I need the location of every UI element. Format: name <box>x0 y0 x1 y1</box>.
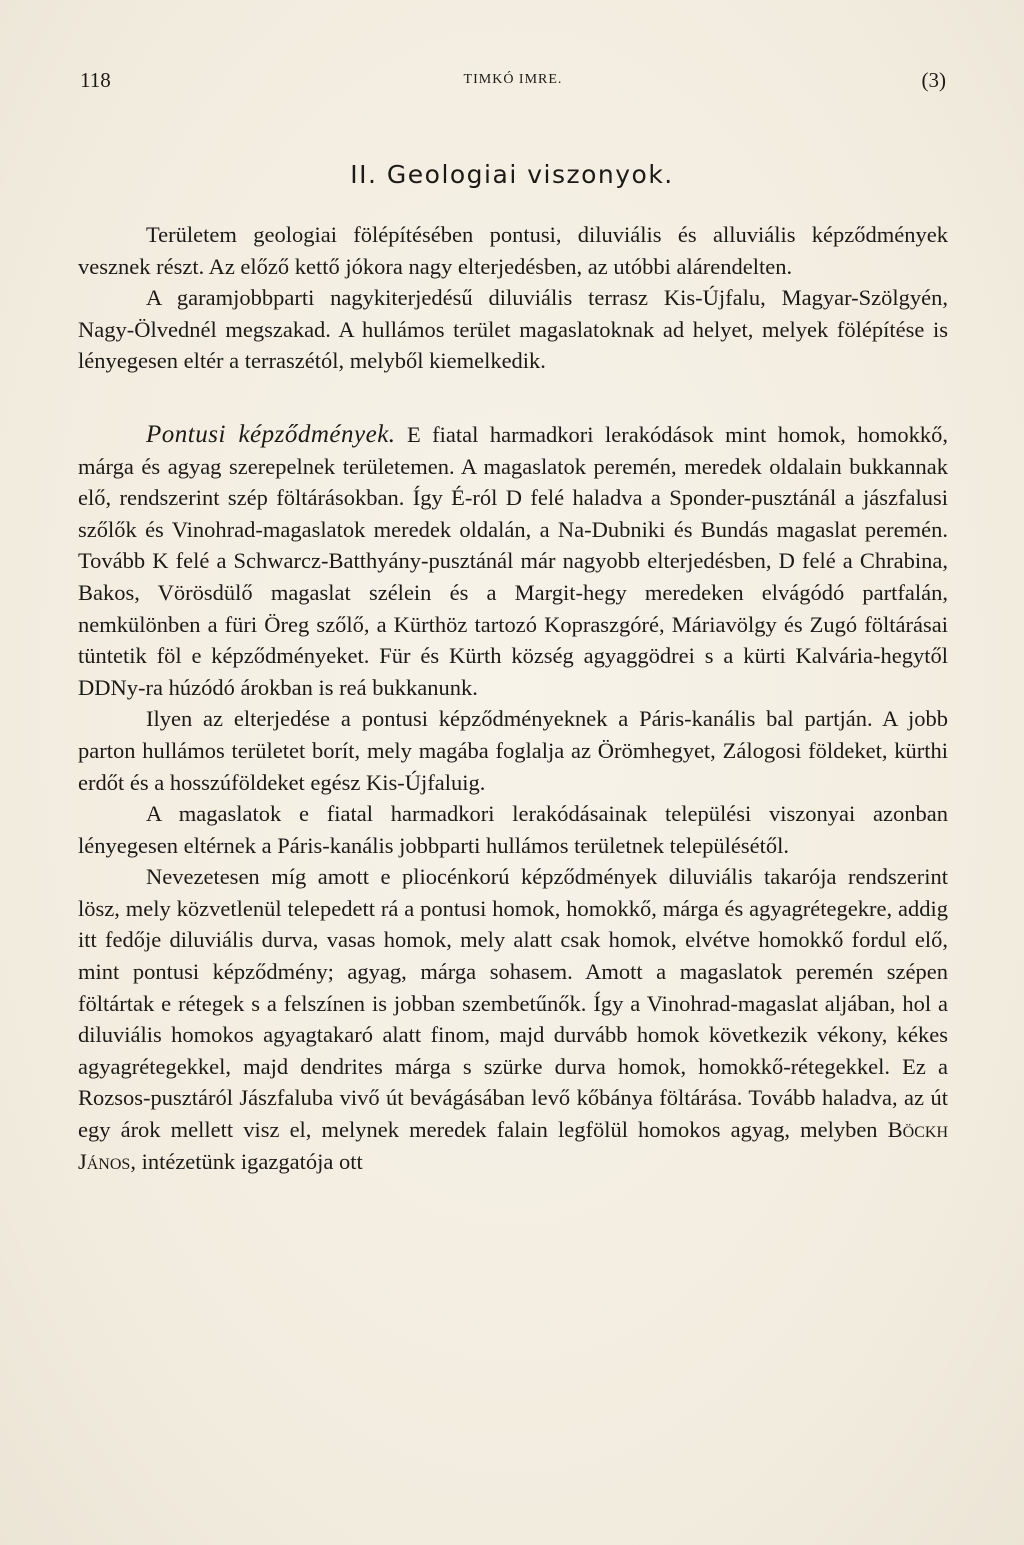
person-name: Böckh János <box>78 1117 948 1174</box>
section-title: II. Geologiai viszonyok. <box>350 160 674 189</box>
page-header <box>80 68 946 98</box>
paragraph-3 <box>78 419 948 703</box>
paragraph-6-text-before: Nevezetesen míg amott e pliocénkorú képződmények diluviális takarója rendszerint lösz, mely közvetlenül telepedett rá a pontusi homok, homokkő, márga és agyagrétegekre, addig itt fedője diluviális durva, vasas homok, mely alatt csak homok, elvétve homokkő fordul elő, mint pontusi képződmény; agyag, márga sohasem. Amott a magaslatok peremén szépen föltártak e rétegek s a felszínen is jobban szembetűnők. Így a Vinohrad-magaslat aljában, hol a diluviális homokos agyagtakaró alatt finom, majd durvább homok következik vékony, kékes agyagrétegekkel, majd dendrites márga s szürke durva homok, homokkő-rétegekkel. Ez a Rozsos-pusztáról Jászfaluba vivő út bevágásában levő kőbánya föltárása. Tovább haladva, az út egy árok mellett visz el, melynek meredek falain legfölül homokos agyag, melyben <box>78 864 948 1143</box>
paragraph-6-text-after: , intézetünk igazgatója ott <box>130 1148 363 1174</box>
paragraph-2: A garamjobbparti nagykiterjedésű diluviális terrasz Kis-Újfalu, Magyar-Szölgyén, Nagy-Ölvednél megszakad. A hullámos terület magaslatoknak ad helyet, melyek fölépítése is lényegesen eltér a terraszétól, melyből kiemelkedik. <box>78 285 948 374</box>
paragraph-6 <box>78 861 948 1177</box>
page-number: 118 <box>80 68 111 92</box>
paragraph-1: Területem geologiai fölépítésében pontusi, diluviális és alluviális képződmények vesznek részt. Az előző kettő jókora nagy elterjedésben, az utóbbi alárendelten. <box>78 222 948 279</box>
subsection-heading: Pontusi képződmények. <box>146 420 396 448</box>
paragraph-5: A magaslatok e fiatal harmadkori lerakódásainak települési viszonyai azonban lényegesen eltérnek a Páris-kanális jobbparti hullámos területnek településétől. <box>78 801 948 858</box>
body-text <box>78 219 948 1177</box>
section-number: (3) <box>921 68 946 92</box>
paragraph-3-text: E fiatal harmadkori lerakódások mint homok, homokkő, márga és agyag szerepelnek területemen. A magaslatok peremén, meredek oldalain bukkannak elő, rendszerint szép föltárásokban. Így É-ról D felé haladva a Sponder-pusztánál a jászfalusi szőlők és Vinohrad-magaslatok meredek oldalán, a Na-Dubniki és Bundás magaslat peremén. Tovább K felé a Schwarcz-Batthyány-pusztánál már nagyobb elterjedésben, D felé a Chrabina, Bakos, Vörösdülő magaslat szélein és a Margit-hegy meredeken elvágódó partfalán, nemkülönben a füri Öreg szőlő, a Kürthöz tartozó Kopraszgóré, Máriavölgy és Zugó föltárásai tüntetik föl e képződményeket. Für és Kürth község agyaggödrei s a kürti Kalvária-hegytől DDNy-ra húzódó árokban is reá bukkanunk. <box>78 421 948 700</box>
paragraph-4: Ilyen az elterjedése a pontusi képződményeknek a Páris-kanális bal partján. A jobb parton hullámos területet borít, mely magába foglalja az Örömhegyet, Zálogosi földeket, kürthi erdőt és a hosszúföldeket egész Kis-Újfaluig. <box>78 706 948 795</box>
running-head: TIMKÓ IMRE. <box>463 72 563 87</box>
